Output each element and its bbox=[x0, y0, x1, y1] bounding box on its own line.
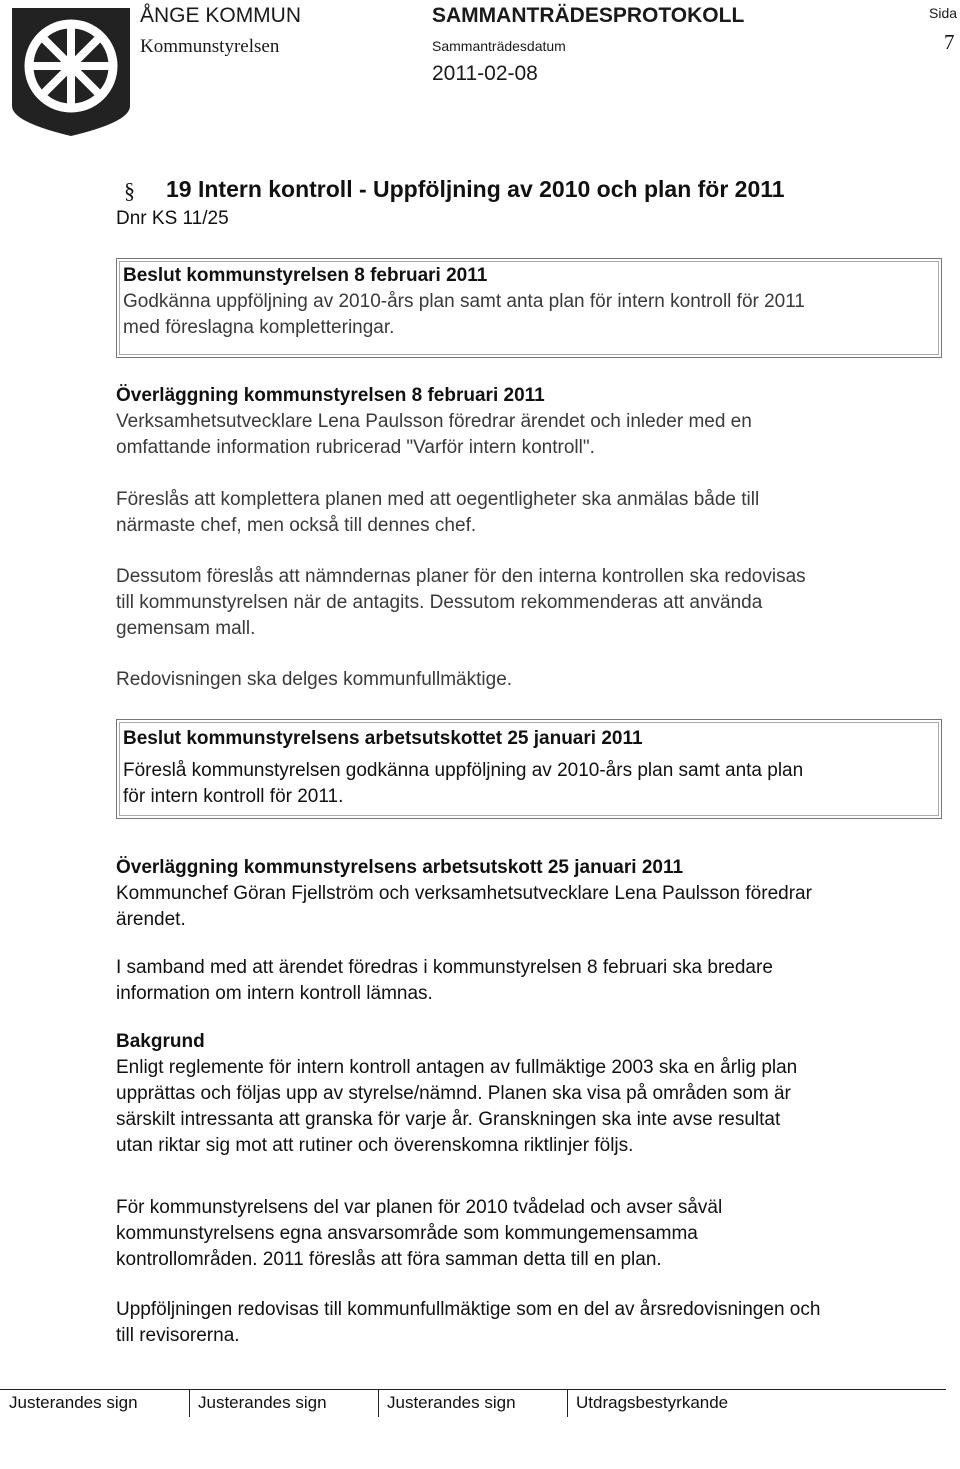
footer-divider bbox=[189, 1389, 190, 1417]
paragraph-line: Verksamhetsutvecklare Lena Paulsson föredrar ärendet och inleder med en bbox=[116, 411, 752, 432]
municipality-logo bbox=[6, 4, 136, 138]
meeting-date: 2011-02-08 bbox=[432, 62, 538, 85]
page-label: Sida bbox=[929, 5, 958, 21]
decision-box-au bbox=[116, 719, 942, 819]
deliberation-ks-paragraph-2 bbox=[116, 487, 956, 539]
diary-number: Dnr KS 11/25 bbox=[116, 208, 229, 229]
deliberation-ks-paragraph-3 bbox=[116, 564, 956, 642]
decision-ks-line: Godkänna uppföljning av 2010-års plan samt anta plan för intern kontroll för 2011 bbox=[123, 291, 805, 312]
deliberation-au-paragraph-2 bbox=[116, 955, 956, 1007]
paragraph-line: närmaste chef, men också till dennes chef. bbox=[116, 515, 477, 536]
paragraph-line: kommunstyrelsens egna ansvarsområde som kommungemensamma bbox=[116, 1223, 698, 1244]
paragraph-line: För kommunstyrelsens del var planen för 2010 tvådelad och avser såväl bbox=[116, 1197, 723, 1218]
paragraph-line: särskilt intressanta att granska för varje år. Granskningen ska inte avse resultat bbox=[116, 1109, 781, 1130]
meeting-date-label: Sammanträdesdatum bbox=[432, 38, 566, 54]
paragraph-line: gemensam mall. bbox=[116, 618, 256, 639]
background-paragraph-3 bbox=[116, 1297, 956, 1349]
paragraph-line: omfattande information rubricerad "Varför intern kontroll". bbox=[116, 437, 595, 458]
footer-divider bbox=[567, 1389, 568, 1417]
paragraph-line: information om intern kontroll lämnas. bbox=[116, 983, 433, 1004]
deliberation-au-heading: Överläggning kommunstyrelsens arbetsutskott 25 januari 2011 bbox=[116, 857, 684, 878]
signature-field-1: Justerandes sign bbox=[9, 1393, 138, 1412]
extract-certification-field: Utdragsbestyrkande bbox=[576, 1393, 729, 1412]
paragraph-line: ärendet. bbox=[116, 909, 186, 930]
paragraph-line: till kommunstyrelsen när de antagits. Dessutom rekommenderas att använda bbox=[116, 592, 763, 613]
deliberation-ks-heading: Överläggning kommunstyrelsen 8 februari 2011 bbox=[116, 385, 545, 406]
deliberation-ks-paragraph-4 bbox=[116, 667, 956, 693]
paragraph-line: Redovisningen ska delges kommunfullmäktige. bbox=[116, 669, 513, 690]
department-name: Kommunstyrelsen bbox=[140, 36, 280, 57]
signature-field-2: Justerandes sign bbox=[198, 1393, 327, 1412]
decision-au-line: för intern kontroll för 2011. bbox=[123, 786, 344, 807]
decision-au-heading: Beslut kommunstyrelsens arbetsutskottet 25 januari 2011 bbox=[123, 728, 643, 749]
paragraph-line: till revisorerna. bbox=[116, 1325, 240, 1346]
decision-ks-heading: Beslut kommunstyrelsen 8 februari 2011 bbox=[123, 265, 488, 286]
section-mark: § bbox=[124, 178, 135, 203]
background-heading: Bakgrund bbox=[116, 1031, 205, 1052]
footer-rule bbox=[0, 1389, 946, 1390]
decision-box-ks bbox=[116, 258, 942, 358]
paragraph-line: Enligt reglemente för intern kontroll antagen av fullmäktige 2003 ska en årlig plan bbox=[116, 1057, 798, 1078]
paragraph-line: upprättas och följas upp av styrelse/nämnd. Planen ska visa på områden som är bbox=[116, 1083, 791, 1104]
paragraph-line: Kommunchef Göran Fjellström och verksamhetsutvecklare Lena Paulsson föredrar bbox=[116, 883, 812, 904]
paragraph-line: kontrollområden. 2011 föreslås att föra samman detta till en plan. bbox=[116, 1249, 662, 1270]
paragraph-line: I samband med att ärendet föredras i kommunstyrelsen 8 februari ska bredare bbox=[116, 957, 773, 978]
item-title: 19 Intern kontroll - Uppföljning av 2010 och plan för 2011 bbox=[166, 176, 785, 202]
deliberation-au bbox=[116, 855, 956, 933]
organization-name: ÅNGE KOMMUN bbox=[140, 4, 302, 27]
decision-ks-line: med föreslagna kompletteringar. bbox=[123, 317, 395, 338]
signature-field-3: Justerandes sign bbox=[387, 1393, 516, 1412]
decision-au-line: Föreslå kommunstyrelsen godkänna uppföljning av 2010-års plan samt anta plan bbox=[123, 760, 804, 781]
paragraph-line: Dessutom föreslås att nämndernas planer för den interna kontrollen ska redovisas bbox=[116, 566, 806, 587]
background-paragraph-2 bbox=[116, 1195, 956, 1273]
paragraph-line: utan riktar sig mot att rutiner och överenskomna riktlinjer följs. bbox=[116, 1135, 634, 1156]
background-section bbox=[116, 1029, 956, 1159]
footer-divider bbox=[378, 1389, 379, 1417]
paragraph-line: Föreslås att komplettera planen med att oegentligheter ska anmälas både till bbox=[116, 489, 760, 510]
deliberation-ks bbox=[116, 383, 956, 461]
page-number: 7 bbox=[944, 30, 955, 54]
document-type: SAMMANTRÄDESPROTOKOLL bbox=[432, 4, 745, 27]
paragraph-line: Uppföljningen redovisas till kommunfullmäktige som en del av årsredovisningen och bbox=[116, 1299, 821, 1320]
